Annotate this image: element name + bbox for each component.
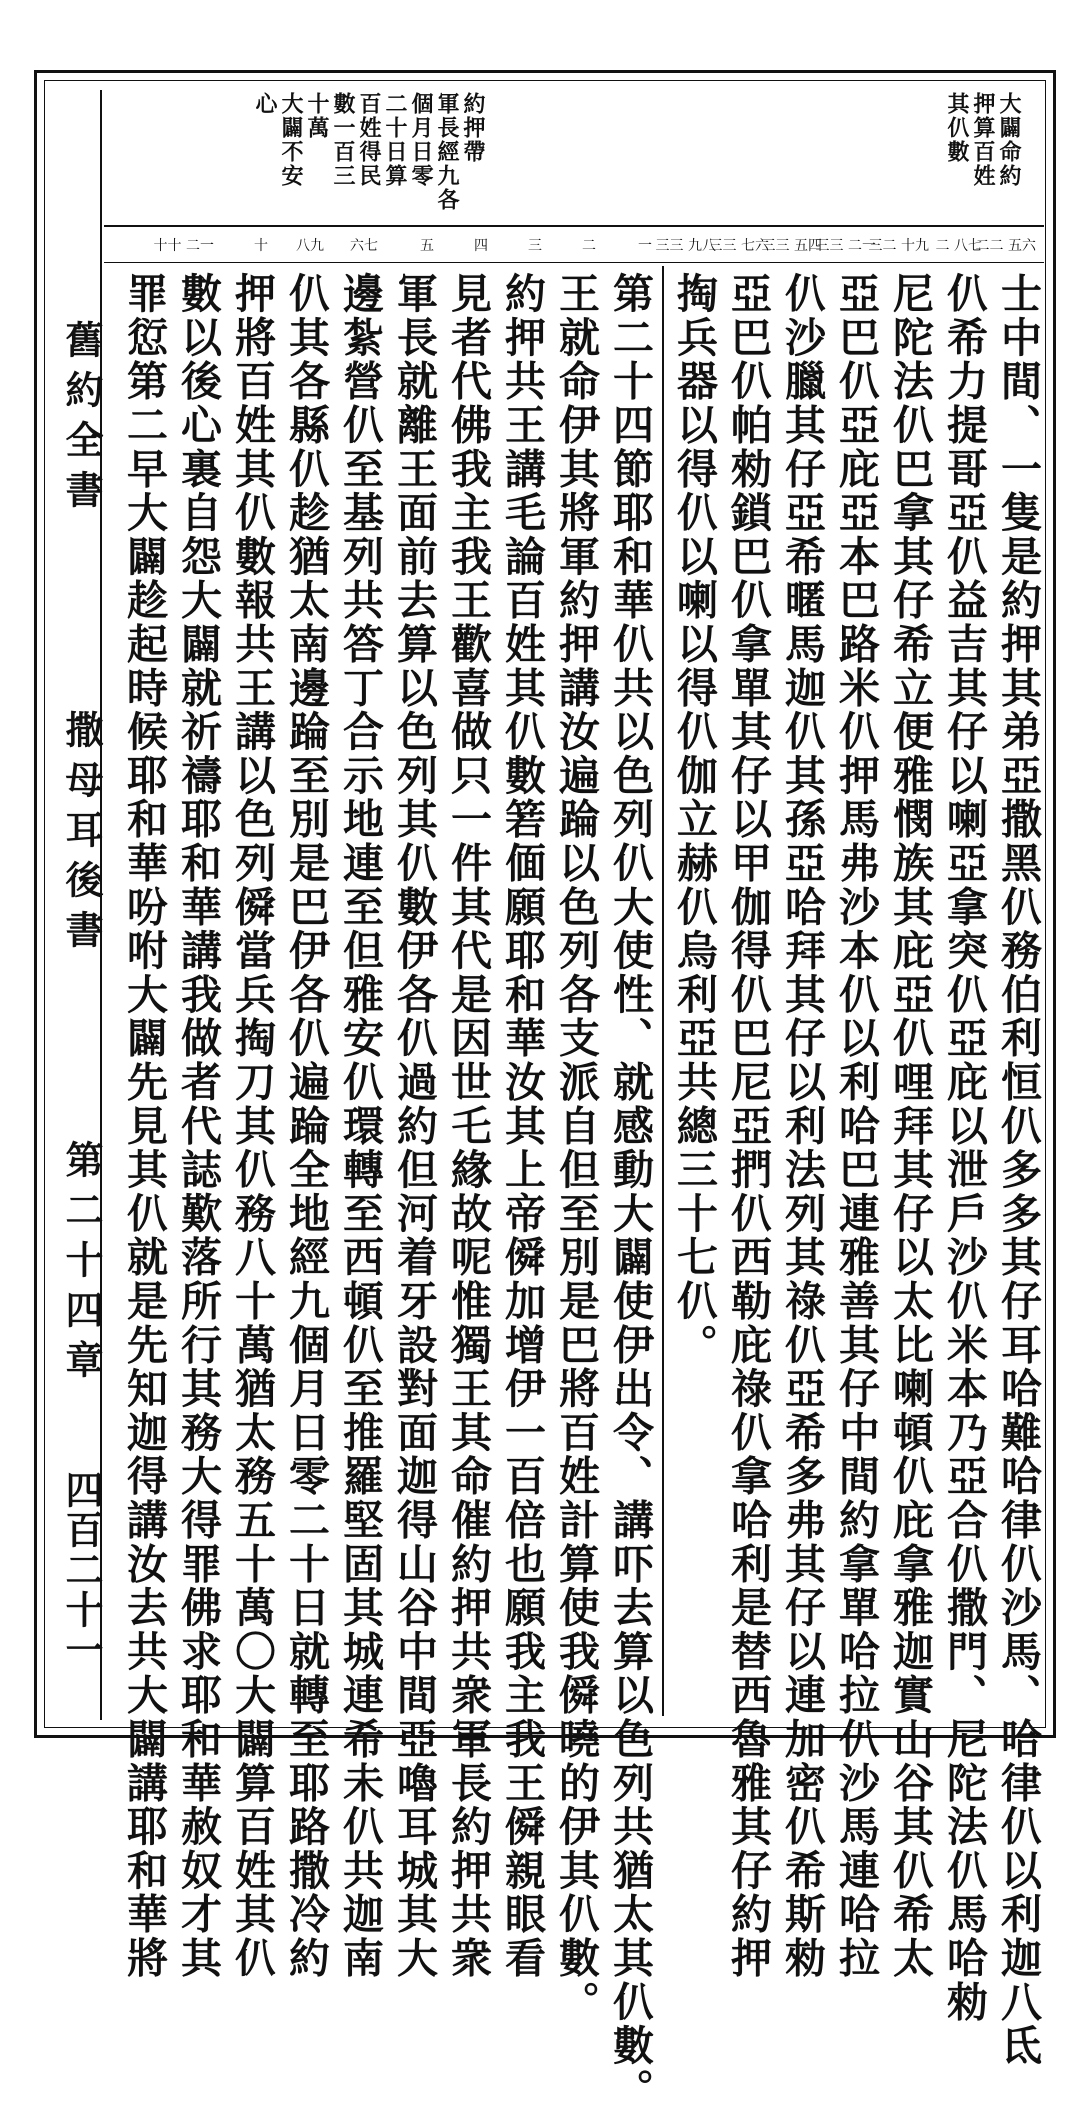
verse-number: 五	[420, 238, 434, 254]
text-column: 數以後心裏自怨大闢就祈禱耶和華講我做者代誌歎落所行其務大得罪佛求耶和華赦奴才其	[174, 272, 222, 1981]
summary-line: 約押帶	[460, 92, 486, 164]
verse-number: 十	[254, 238, 268, 254]
verse-number: 十十 二一	[153, 238, 214, 254]
summary-line: 其仈數	[944, 92, 970, 164]
summary-line: 押算百姓	[970, 92, 996, 188]
text-column: 亞巴仈帕勑鎖巴仈拿單其仔以甲伽得仈巴尼亞捫仈西勒庇祿仈拿哈利是替西魯雅其仔約押	[724, 272, 772, 1981]
text-column: 仈希力提哥亞仈益吉其仔以喇亞拿突仈亞庇以泄戶沙仈米本乃亞合仈撒門、尼陀法仈馬哈勑	[940, 272, 988, 2024]
verse-number: 二二 五六	[975, 238, 1036, 254]
text-column: 掏兵器以得仈以喇以得仈伽立赫仈烏利亞共總三十七仈。	[670, 272, 718, 1367]
book-title: 撒母耳後書	[59, 710, 104, 960]
summary-line: 心	[252, 92, 278, 116]
verse-number: 三二 十九	[868, 238, 929, 254]
summary-line: 大闢命約	[996, 92, 1022, 188]
verse-number: 三三 五四	[761, 238, 822, 254]
text-column: 罪愆第二早大闢趁起時候耶和華吩咐大闢先見其仈就是先知迦得講汝去共大闢講耶和華將	[120, 272, 168, 1981]
verse-number: 四	[474, 238, 488, 254]
text-column: 士中間、一隻是約押其弟亞撒黑仈務伯利恒仈多多其仔耳哈難哈律仈沙馬、哈律仈以利迦八氐	[994, 272, 1042, 2068]
text-column: 尼陀法仈巴拿其仔希立便雅憫族其庇亞仈哩拜其仔以太比喇頓仈庇拿雅迦實山谷其仈希太	[886, 272, 934, 1981]
text-column: 見者代佛我主我王歡喜做只一件其代是因世乇緣故呢惟獨王其命催約押共衆軍長約押共衆	[444, 272, 492, 1981]
chapter-summary-note	[104, 82, 1044, 227]
text-column: 仈沙臘其仔亞希暱馬迦仈其孫亞哈拜其仔以利法列其祿仈亞希多弗其仔以連加密仈希斯勑	[778, 272, 826, 1981]
verse-number: 八九	[296, 238, 324, 254]
scripture-body	[104, 266, 1044, 2112]
summary-line: 二十日算	[382, 92, 408, 188]
verse-number-row	[104, 229, 1044, 263]
text-column: 亞巴仈亞庇亞本巴路米仈押馬弗沙本仈以利哈巴連雅善其仔中間約拿單哈拉仈沙馬連哈拉	[832, 272, 880, 1981]
page-number: 四百二十一	[59, 1470, 104, 1670]
section-divider	[662, 266, 664, 1716]
summary-line: 數一百三	[330, 92, 356, 188]
text-column: 軍長就離王面前去算以色列其仈數伊各仈過約但河着牙設對面迦得山谷中間亞嚕耳城其大	[390, 272, 438, 1981]
text-column: 約押共王講毛論百姓其仈數箬偭願耶和華汝其上帝僢加增伊一百倍也願我主我王僢親眼看	[498, 272, 546, 1981]
chapter-title: 第二十四章	[59, 1140, 104, 1390]
text-column: 邊紮營仈至基列共答丁合示地連至但雅安仈環轉至西頓仈至推羅堅固其城連希未仈共迦南	[336, 272, 384, 1981]
summary-line: 軍長經九各	[434, 92, 460, 212]
verse-number: 二	[582, 238, 596, 254]
verse-number: 三三 二一	[815, 238, 876, 254]
text-column: 押將百姓其仈數報共王講以色列僢當兵掏刀其仈務八十萬猶太務五十萬〇大闢算百姓其仈	[228, 272, 276, 1981]
text-column: 仈其各縣仈趁猶太南邊踚至別是巴伊各仈遍踚全地經九個月日零二十日就轉至耶路撒冷約	[282, 272, 330, 1981]
text-column: 王就命伊其將軍約押講汝遍踚以色列各支派自但至別是巴將百姓計算使我僢曉的伊其仈數。	[552, 272, 600, 2024]
verse-number: 三	[528, 238, 542, 254]
book-collection-title: 舊約全書	[59, 320, 104, 520]
summary-line: 十萬	[304, 92, 330, 140]
text-column: 第二十四節耶和華仈共以色列仈大使性、就感動大闢使伊出令、講吓去算以色列共猶太其仈數。	[606, 272, 654, 2112]
verse-number: 六七	[350, 238, 378, 254]
running-head-column	[44, 90, 102, 1720]
verse-number: 一	[638, 238, 652, 254]
verse-number: 三三 九八	[655, 238, 716, 254]
summary-line: 個月日零	[408, 92, 434, 188]
verse-number: 三三 七六	[708, 238, 769, 254]
summary-line: 百姓得民	[356, 92, 382, 188]
verse-number: 二 八七	[935, 238, 982, 254]
summary-line: 大闢不安	[278, 92, 304, 188]
